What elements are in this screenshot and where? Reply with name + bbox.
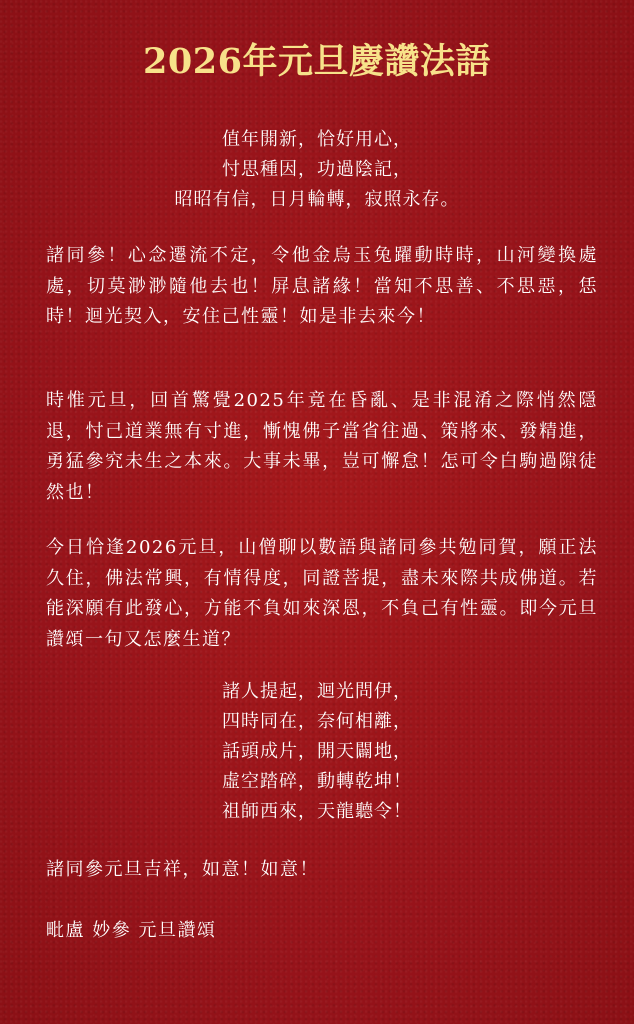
closing-blessing: 諸同參元旦吉祥，如意！如意！ [46, 859, 319, 880]
verse-line: 值年開新，恰好用心， [222, 129, 412, 150]
verse-line: 話頭成片，開天闢地， [222, 741, 412, 762]
verse-line: 諸人提起，迴光問伊， [222, 681, 412, 702]
verse-line: 虛空踏碎，動轉乾坤！ [222, 771, 412, 792]
paragraph-wishes: 今日恰逢2026元旦，山僧聊以數語與諸同參共勉同賀，願正法久住，佛法常興，有情得度，同證菩提，盡未來際共成佛道。若能深願有此發心，方能不負如來深恩，不負己有性靈。即今元旦讚頌一句又怎麼生道？ [46, 537, 598, 650]
verse-line: 忖思種因，功過陰記， [222, 159, 412, 180]
verse-line: 四時同在，奈何相離， [222, 711, 412, 732]
paragraph-exhortation: 諸同參！心念遷流不定，令他金烏玉兔躍動時時，山河變換處處，切莫渺渺隨他去也！屏息諸緣！當知不思善、不思惡，恁時！迴光契入，安住己性靈！如是非去來今！ [46, 245, 598, 327]
paragraph-reflection: 時惟元旦，回首驚覺2025年竟在昏亂、是非混淆之際悄然隱退，忖己道業無有寸進，慚愧佛子當省往過、策將來、發精進，勇猛參究未生之本來。大事未畢，豈可懈怠！怎可令白駒過隙徒然也！ [46, 390, 598, 503]
signature: 毗盧 妙參 元旦讚頌 [46, 920, 217, 941]
verse-line: 祖師西來，天龍聽令！ [222, 801, 412, 822]
verse-line: 昭昭有信，日月輪轉，寂照永存。 [174, 189, 460, 210]
opening-verse [0, 125, 634, 215]
closing-verse [0, 677, 634, 827]
page-title: 2026年元旦慶讚法語 [143, 41, 491, 82]
